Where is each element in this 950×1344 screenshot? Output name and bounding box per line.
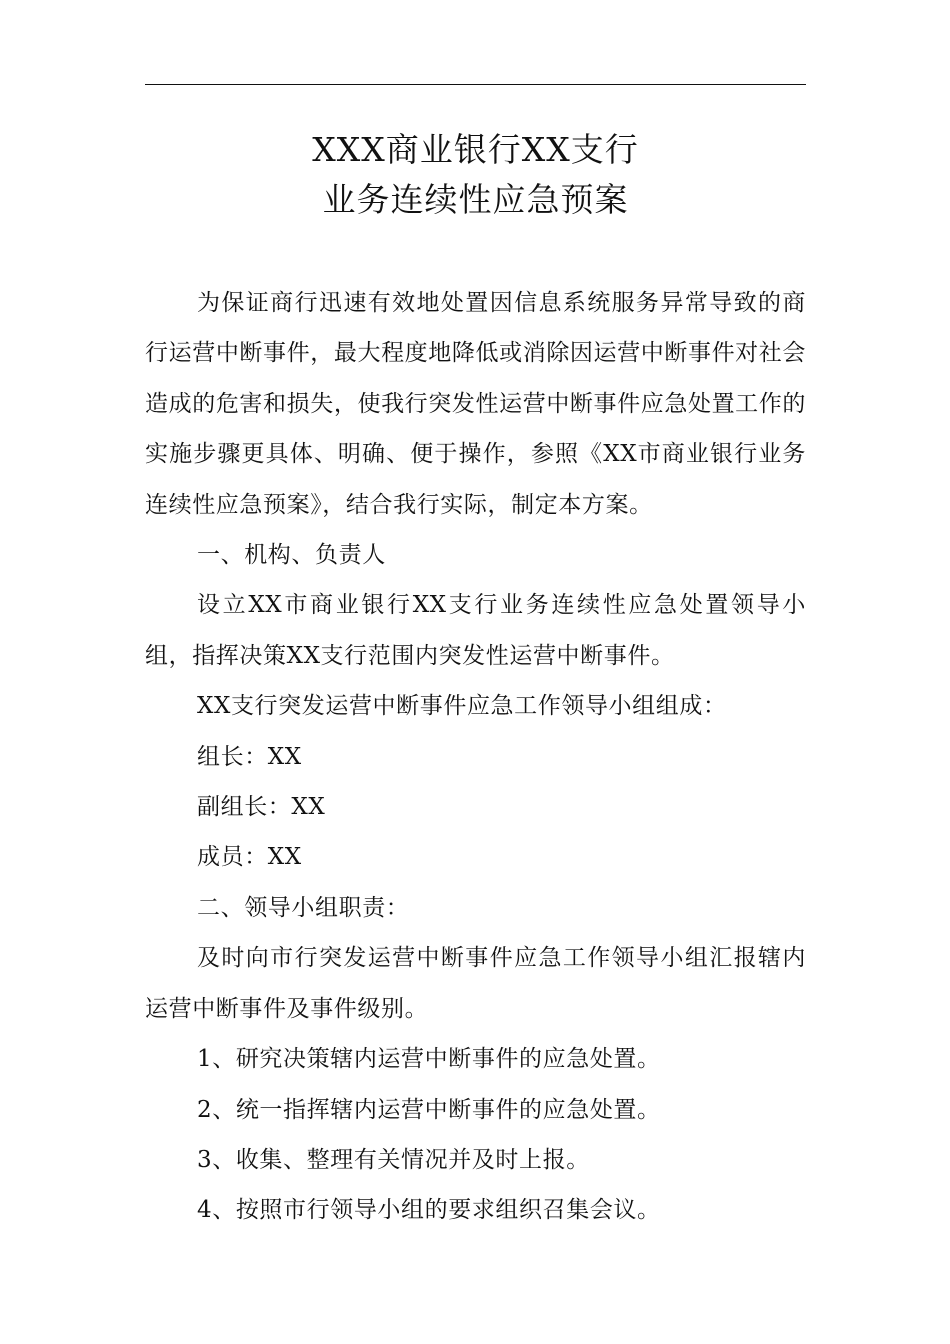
duty-item-4: 4、按照市行领导小组的要求组织召集会议。 [197, 1197, 661, 1224]
section-heading-duties: 二、领导小组职责： [197, 894, 410, 921]
group-deputy-leader: 副组长：XX [197, 794, 326, 821]
paragraph-leading-group: 设立XX市商业银行XX支行业务连续性应急处置领导小组，指挥决策XX支行范围内突发性运营中断事件。 [145, 592, 806, 669]
paragraph-group-composition: XX支行突发运营中断事件应急工作领导小组组成： [197, 693, 727, 720]
intro-paragraph: 为保证商行迅速有效地处置因信息系统服务异常导致的商行运营中断事件，最大程度地降低或消除因运营中断事件对社会造成的危害和损失，使我行突发性运营中断事件应急处置工作的实施步骤更具体、明确、便于操作，参照《XX市商业银行业务连续性应急预案》，结合我行实际，制定本方案。 [145, 290, 806, 518]
duty-item-3: 3、收集、整理有关情况并及时上报。 [197, 1146, 590, 1173]
header-rule [145, 84, 806, 85]
document-title-line-1: XXX商业银行XX支行 [312, 130, 639, 169]
group-leader: 组长：XX [197, 743, 302, 770]
duty-item-1: 1、研究决策辖内运营中断事件的应急处置。 [197, 1046, 661, 1073]
section-heading-organization: 一、机构、负责人 [197, 542, 386, 569]
group-members: 成员：XX [197, 844, 302, 871]
document-body [145, 278, 806, 1236]
duty-item-2: 2、统一指挥辖内运营中断事件的应急处置。 [197, 1096, 661, 1123]
document-title-line-2: 业务连续性应急预案 [322, 180, 629, 219]
paragraph-reporting: 及时向市行突发运营中断事件应急工作领导小组汇报辖内运营中断事件及事件级别。 [145, 945, 806, 1022]
